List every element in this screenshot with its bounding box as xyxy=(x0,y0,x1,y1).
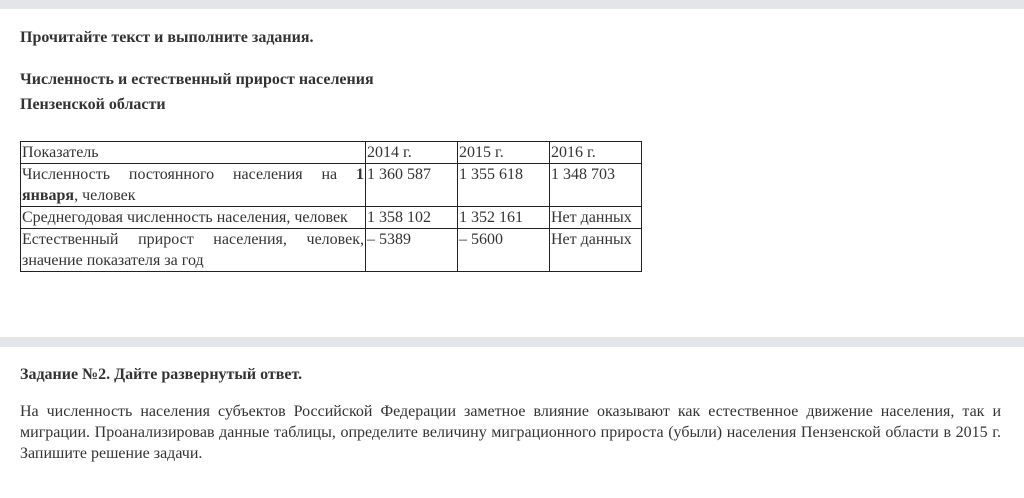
header-2014: 2014 г. xyxy=(366,142,458,164)
header-2016: 2016 г. xyxy=(550,142,642,164)
cell-value: 1 360 587 xyxy=(366,164,458,207)
cell-value: 1 355 618 xyxy=(458,164,550,207)
header-2015: 2015 г. xyxy=(458,142,550,164)
cell-value: – 5389 xyxy=(366,229,458,272)
row-label-natural-increase: Естественный прирост населения, человек, значение показателя за год xyxy=(21,229,366,272)
cell-value: 1 348 703 xyxy=(550,164,642,207)
row-label-permanent-population: Численность постоянного населения на 1 января, человек xyxy=(21,164,366,207)
header-indicator: Показатель xyxy=(21,142,366,164)
cell-value: 1 358 102 xyxy=(366,207,458,229)
table-header-row xyxy=(21,142,642,164)
table-title-line-2: Пензенской области xyxy=(20,96,166,113)
instruction-text: Прочитайте текст и выполните задания. xyxy=(20,29,314,46)
task-heading: Задание №2. Дайте развернутый ответ. xyxy=(20,366,303,383)
cell-value: 1 352 161 xyxy=(458,207,550,229)
top-divider xyxy=(0,0,1024,9)
table-row xyxy=(21,164,642,207)
cell-value: Нет данных xyxy=(550,229,642,272)
section-divider xyxy=(0,337,1024,347)
row-label-average-population: Среднегодовая численность населения, человек xyxy=(21,207,366,229)
table-title-line-1: Численность и естественный прирост населения xyxy=(20,71,374,88)
task-text: На численность населения субъектов Российской Федерации заметное влияние оказывают как естественное движение населения, так и миграции. Проанализировав данные таблицы, определите величину миграционного прироста (убыли) населения Пензенской области в 2015 г. Запишите решение задачи. xyxy=(20,403,1001,462)
table-row xyxy=(21,207,642,229)
table-title xyxy=(20,67,374,117)
population-table xyxy=(20,141,642,272)
cell-value: Нет данных xyxy=(550,207,642,229)
table-row xyxy=(21,229,642,272)
cell-value: – 5600 xyxy=(458,229,550,272)
